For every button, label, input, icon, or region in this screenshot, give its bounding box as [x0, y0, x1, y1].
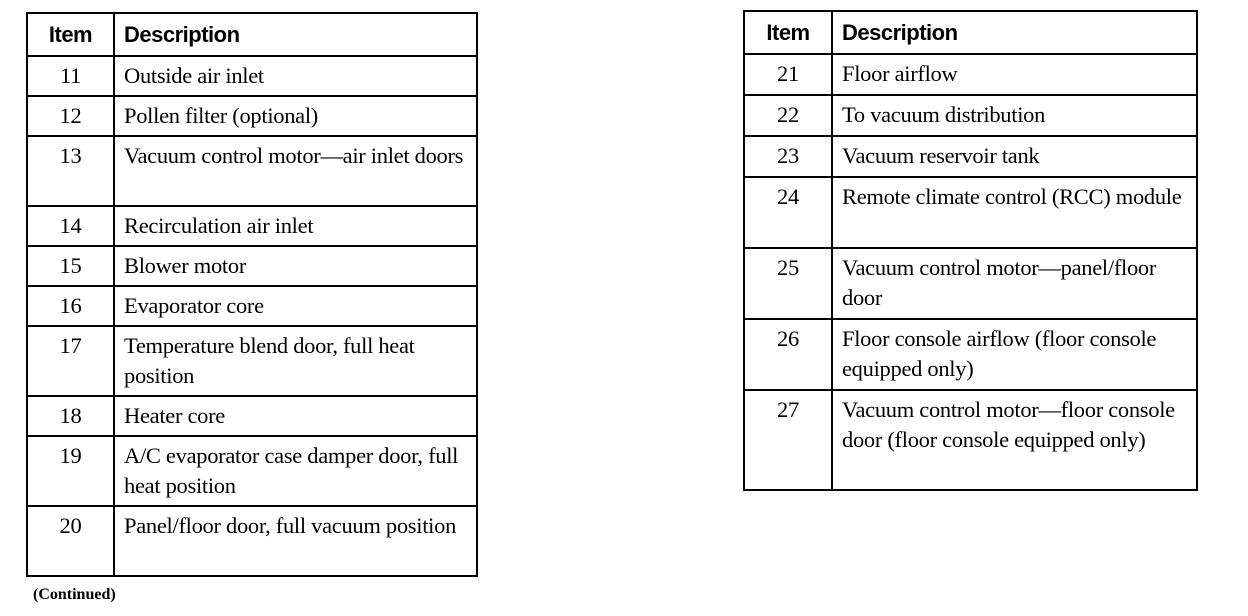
- item-description: Heater core: [114, 396, 477, 436]
- table-row: [27, 206, 477, 246]
- item-number: 18: [27, 396, 114, 436]
- item-number: 16: [27, 286, 114, 326]
- description-column-header: Description: [832, 11, 1197, 54]
- item-description: Floor console airflow (floor console equipped only): [832, 319, 1197, 390]
- table-row: [27, 436, 477, 506]
- table-row: [27, 96, 477, 136]
- item-number: 17: [27, 326, 114, 396]
- item-description: Floor airflow: [832, 54, 1197, 95]
- item-column-header: Item: [744, 11, 832, 54]
- item-number: 19: [27, 436, 114, 506]
- item-description: Recirculation air inlet: [114, 206, 477, 246]
- table-row: [744, 390, 1197, 490]
- legend-table-left: [26, 12, 478, 577]
- item-description: Remote climate control (RCC) module: [832, 177, 1197, 248]
- continued-note: (Continued): [33, 586, 116, 603]
- item-number: 12: [27, 96, 114, 136]
- item-description: Outside air inlet: [114, 56, 477, 96]
- table-header-row: [27, 13, 477, 56]
- table-row: [744, 136, 1197, 177]
- table-row: [744, 319, 1197, 390]
- item-number: 22: [744, 95, 832, 136]
- table-header-row: [744, 11, 1197, 54]
- table-row: [744, 177, 1197, 248]
- item-description: A/C evaporator case damper door, full heat position: [114, 436, 477, 506]
- item-column-header: Item: [27, 13, 114, 56]
- item-description: To vacuum distribution: [832, 95, 1197, 136]
- item-number: 27: [744, 390, 832, 490]
- item-number: 13: [27, 136, 114, 206]
- table-row: [27, 326, 477, 396]
- table-row: [744, 95, 1197, 136]
- item-number: 14: [27, 206, 114, 246]
- item-number: 11: [27, 56, 114, 96]
- item-description: Temperature blend door, full heat position: [114, 326, 477, 396]
- item-description: Evaporator core: [114, 286, 477, 326]
- item-number: 24: [744, 177, 832, 248]
- item-description: Vacuum reservoir tank: [832, 136, 1197, 177]
- table-row: [27, 506, 477, 576]
- table-row: [27, 246, 477, 286]
- item-description: Blower motor: [114, 246, 477, 286]
- table-row: [27, 286, 477, 326]
- item-number: 15: [27, 246, 114, 286]
- description-column-header: Description: [114, 13, 477, 56]
- table-row: [744, 248, 1197, 319]
- table-row: [27, 396, 477, 436]
- table-row: [744, 54, 1197, 95]
- item-number: 25: [744, 248, 832, 319]
- item-description: Pollen filter (optional): [114, 96, 477, 136]
- table-row: [27, 56, 477, 96]
- item-number: 23: [744, 136, 832, 177]
- item-number: 20: [27, 506, 114, 576]
- item-description: Panel/floor door, full vacuum position: [114, 506, 477, 576]
- item-description: Vacuum control motor—air inlet doors: [114, 136, 477, 206]
- table-row: [27, 136, 477, 206]
- item-description: Vacuum control motor—panel/floor door: [832, 248, 1197, 319]
- legend-table-right: [743, 10, 1198, 491]
- item-number: 26: [744, 319, 832, 390]
- item-number: 21: [744, 54, 832, 95]
- item-description: Vacuum control motor—floor console door (floor console equipped only): [832, 390, 1197, 490]
